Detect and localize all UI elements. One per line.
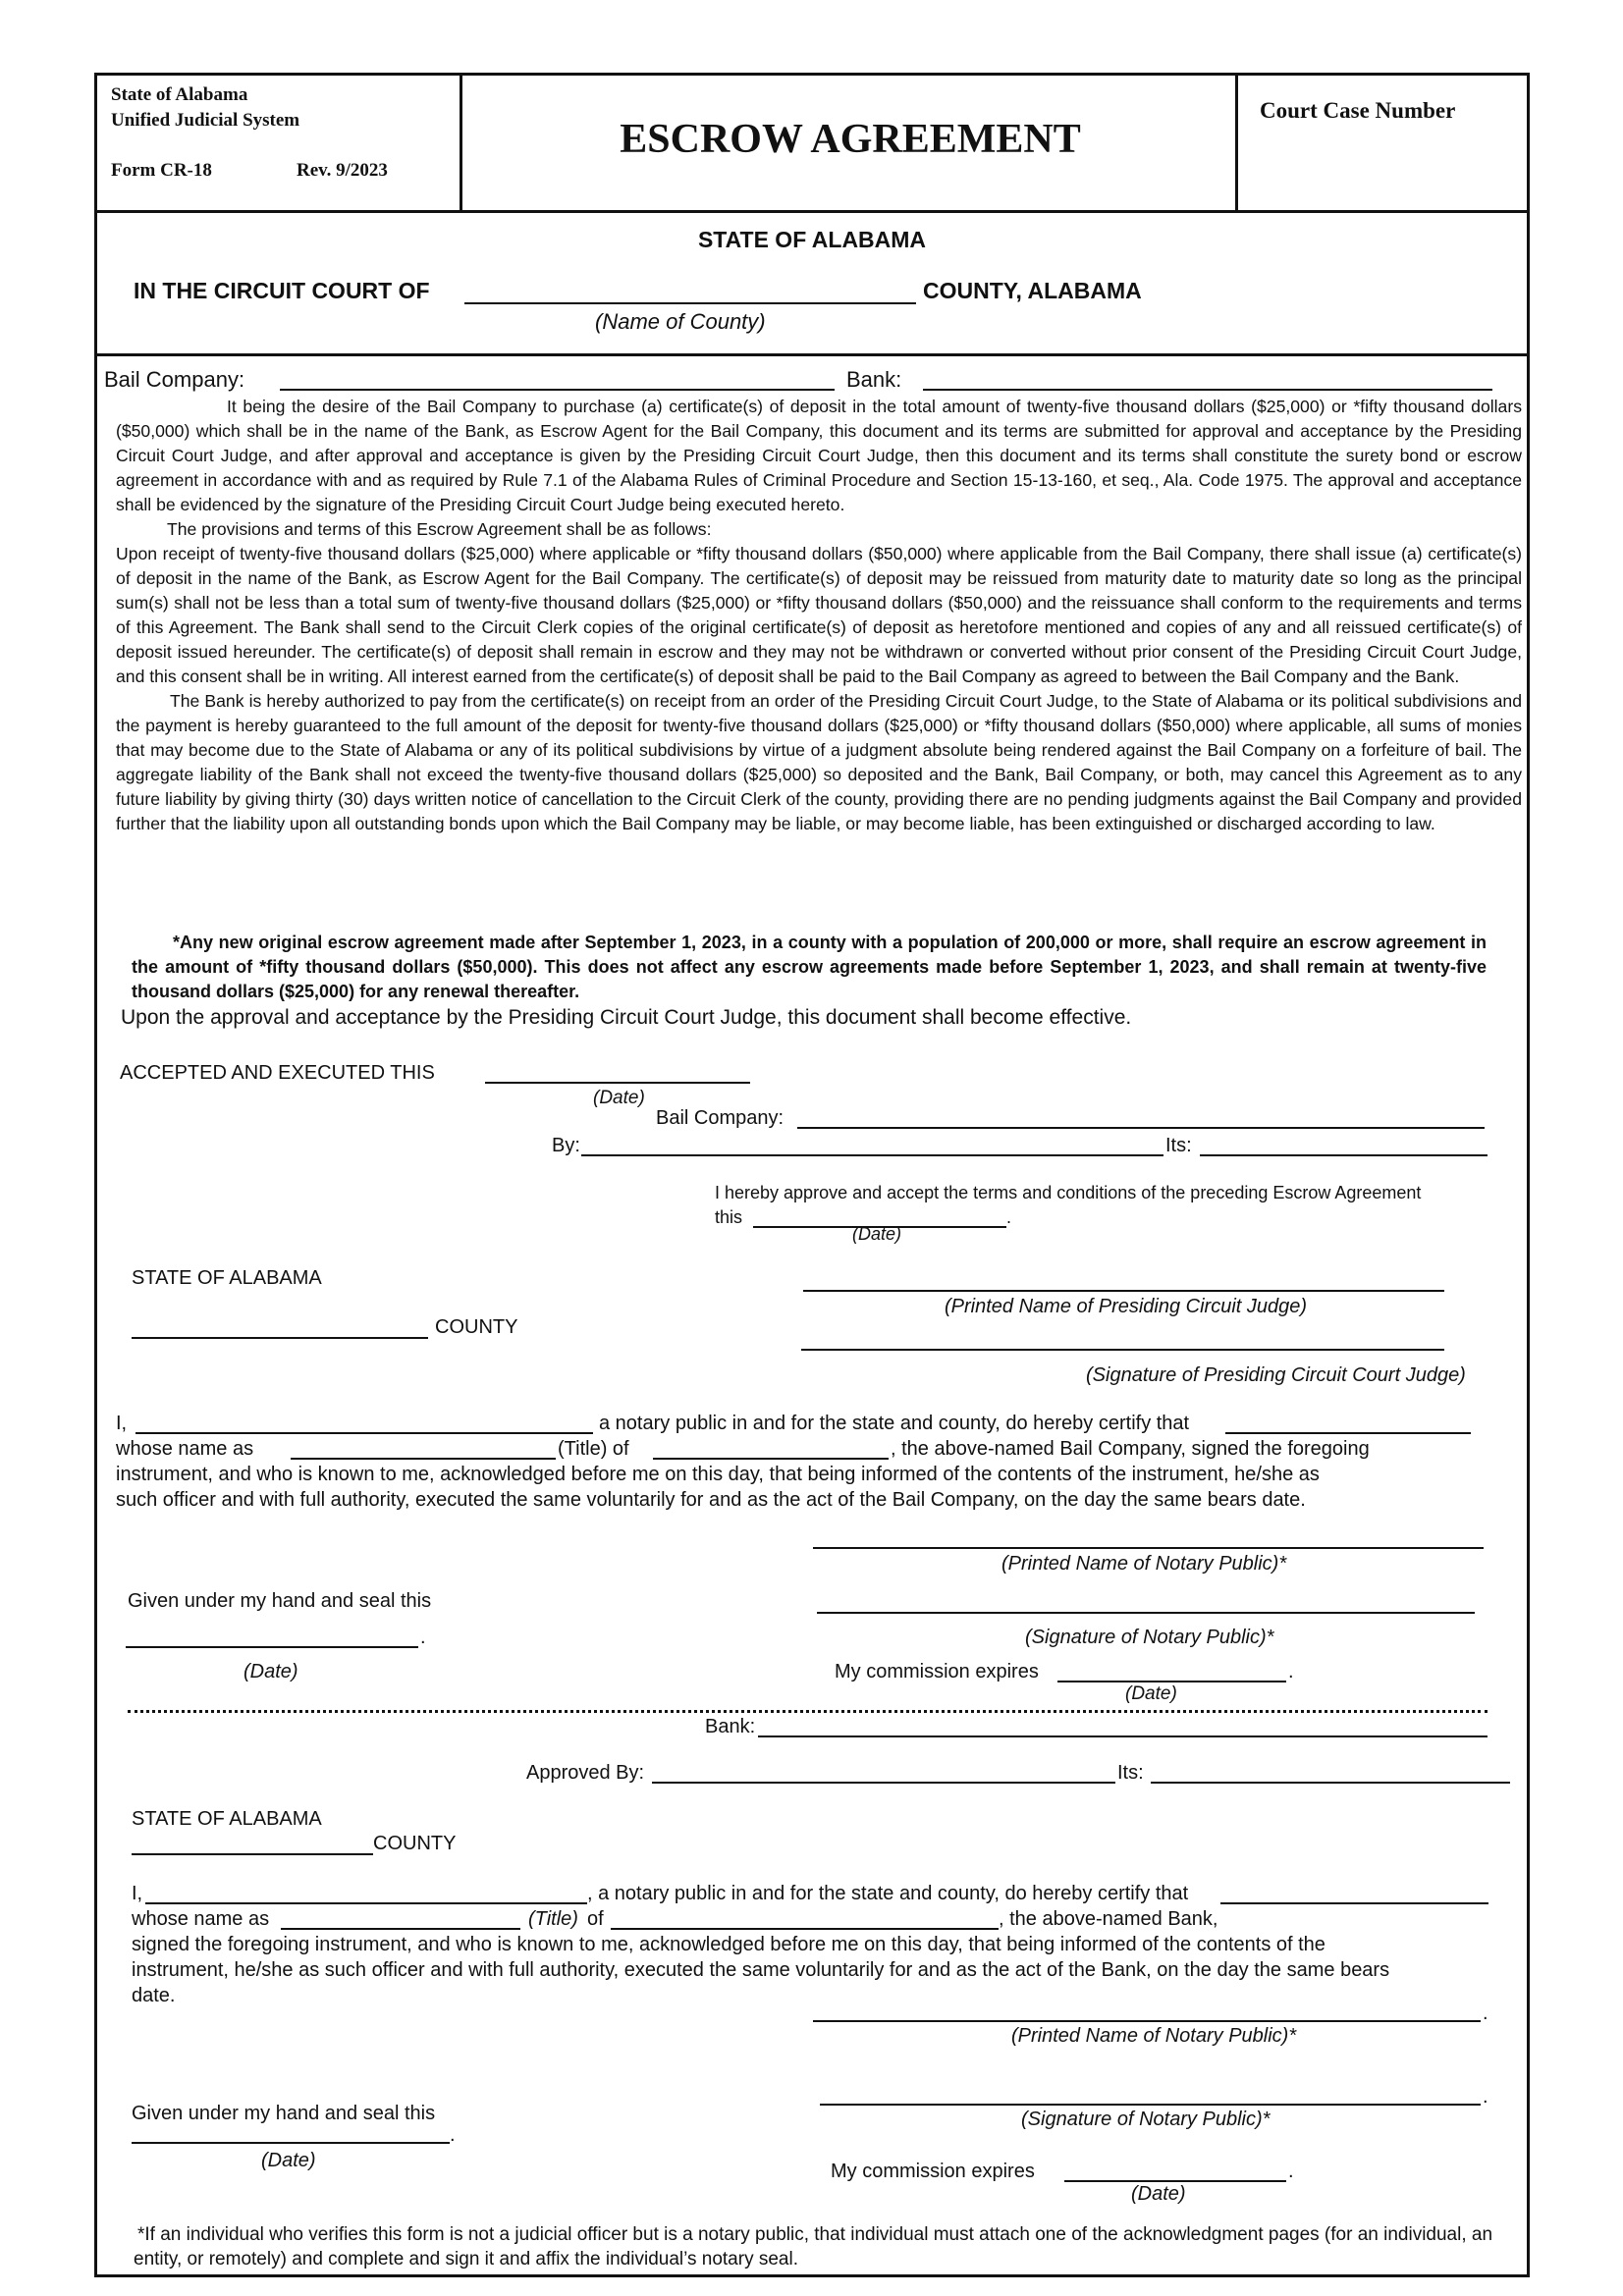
notary2-i-label: I,: [132, 1883, 143, 1904]
case-number-label: Court Case Number: [1260, 98, 1456, 123]
notary2-title-field[interactable]: [281, 1928, 520, 1930]
paragraph-purpose: It being the desire of the Bail Company to purchase (a) certificate(s) of deposit in the total amount of twenty-five thousand dollars ($25,000) or *fifty thousand dollars ($50,000) which shall be in the name of the Bank, as Escrow Agent for the Bail Company, this document and its terms are submitted for approval and acceptance by the Presiding Circuit Court Judge, and after approval and acceptance is given by the Presiding Circuit Court Judge, then this document and its terms shall constitute the surety bond or escrow agreement in accordance with and as required by Rule 7.1 of the Alabama Rules of Criminal Procedure and Section 15-13-160, et seq., Ala. Code 1975. The approval and acceptance shall be evidenced by the signature of the Presiding Circuit Court Judge being executed hereto.: [116, 397, 1522, 514]
notary2-commission-label: My commission expires: [831, 2161, 1035, 2182]
execution-bail-company-label: Bail Company:: [656, 1107, 784, 1129]
county-name-field[interactable]: [464, 302, 916, 304]
notary2-signature-caption: (Signature of Notary Public)*: [1021, 2109, 1271, 2130]
notary2-above-named: , the above-named Bank,: [999, 1908, 1218, 1930]
paragraph-deposit-terms: Upon receipt of twenty-five thousand dollars ($25,000) where applicable or *fifty thousand dollars ($50,000) where applicable from the Bail Company, there shall issue (a) certificate(s) of deposit in the name of the Bank, as Escrow Agent for the Bail Company. The certificate(s) of deposit may be reissued from maturity date to maturity date so long as the principal sum(s) shall not be less than a total sum of twenty-five thousand dollars ($25,000) or *fifty thousand dollars ($50,000) and the reissuance shall conform to the requirements and terms of this Agreement. The Bank shall send to the Circuit Clerk copies of the original certificate(s) of deposit as heretofore mentioned and copies of any and all reissued certificate(s) of deposit issued hereunder. The certificate(s) of deposit shall remain in escrow and they may not be withdrawn or converted without prior consent of the Presiding Circuit Court Judge, and this consent shall be in writing. All interest earned from the certificate(s) of deposit shall be paid to the Bail Company as agreed to between the Bail Company and the Bank.: [116, 544, 1522, 686]
notary2-printed-name-field[interactable]: [813, 2020, 1481, 2022]
notary1-given-date-field[interactable]: [126, 1646, 418, 1648]
bank-county-label: COUNTY: [373, 1833, 457, 1854]
executed-date-field[interactable]: [485, 1082, 750, 1084]
header-state: State of Alabama: [111, 84, 248, 105]
notary1-certify-text: a notary public in and for the state and county, do hereby certify that: [599, 1413, 1190, 1434]
notary2-line4: instrument, he/she as such officer and with full authority, executed the same voluntarily for and as the act of the Bank, on the day the same bears: [132, 1959, 1390, 1981]
judge-this-label: this: [715, 1207, 743, 1227]
notary2-bank-field[interactable]: [611, 1928, 999, 1930]
notice-paragraph: *Any new original escrow agreement made after September 1, 2023, in a county with a population of 200,000 or more, shall require an escrow agreement in the amount of *fifty thousand dollars ($50,000). This does not affect any escrow agreements made before September 1, 2023, and shall remain at twenty-five thousand dollars ($25,000) for any renewal thereafter.: [132, 933, 1487, 1001]
notary1-signature-field[interactable]: [817, 1612, 1475, 1614]
judge-county-label: COUNTY: [435, 1316, 518, 1338]
circuit-court-prefix: IN THE CIRCUIT COURT OF: [134, 278, 430, 303]
header-right-divider: [1235, 73, 1238, 213]
notary2-commission-date-caption: (Date): [1131, 2183, 1186, 2205]
its-label: Its:: [1165, 1135, 1192, 1156]
paragraph-bank-authorization: The Bank is hereby authorized to pay from the certificate(s) on receipt from an order of the Presiding Circuit Court Judge, to the State of Alabama or its political subdivisions and the payment is hereby guaranteed to the full amount of the deposit for twenty-five thousand dollars ($25,000) or *fifty thousand dollars ($50,000) where applicable, all sums of monies that may become due to the State of Alabama or any of its political subdivisions by virtue of a judgment absolute being rendered against the Bail Company on a forfeiture of bail. The aggregate liability of the Bank shall not exceed the twenty-five thousand dollars ($25,000) so deposited and the Bank, Bail Company, or both, may cancel this Agreement as to any future liability by giving thirty (30) days written notice of cancellation to the Circuit Clerk of the county, providing there are no pending judgments against the Bail Company and provided further that the liability upon all outstanding bonds upon which the Bail Company may be liable, or may become liable, has been extinguished or discharged according to law.: [116, 691, 1522, 833]
notary1-i-label: I,: [116, 1413, 128, 1434]
footnote: *If an individual who verifies this form is not a judicial officer but is a notary public, that individual must attach one of the acknowledgment pages (for an individual, an entity, or remotely) and complete and sign it and affix the individual’s notary seal.: [134, 2224, 1493, 2269]
its-field[interactable]: [1200, 1154, 1488, 1156]
paragraph-provisions: The provisions and terms of this Escrow Agreement shall be as follows:: [167, 519, 712, 539]
notary1-name-field[interactable]: [135, 1432, 593, 1434]
notary2-line3: signed the foregoing instrument, and who is known to me, acknowledged before me on this day, that being informed of the contents of the: [132, 1934, 1325, 1955]
court-bottom-rule: [94, 353, 1530, 356]
county-caption: (Name of County): [595, 309, 766, 334]
notary1-printed-name-caption: (Printed Name of Notary Public)*: [1001, 1553, 1287, 1575]
notary1-title-of: (Title) of: [558, 1438, 629, 1460]
notary1-line4: such officer and with full authority, executed the same voluntarily for and as the act of the Bail Company, on the day the same bears date.: [116, 1489, 1306, 1511]
header-system: Unified Judicial System: [111, 110, 300, 131]
circuit-court-suffix: COUNTY, ALABAMA: [923, 278, 1142, 303]
judge-signature-caption: (Signature of Presiding Circuit Court Judge): [1086, 1364, 1466, 1386]
bail-company-label: Bail Company:: [104, 367, 245, 392]
notary2-line5: date.: [132, 1985, 176, 2006]
notary1-commission-date-caption: (Date): [1125, 1683, 1177, 1704]
bank-county-field[interactable]: [132, 1853, 373, 1855]
accepted-executed-label: ACCEPTED AND EXECUTED THIS: [120, 1062, 435, 1084]
notary2-certify-text: , a notary public in and for the state and county, do hereby certify that: [587, 1883, 1189, 1904]
notary1-above-named: , the above-named Bail Company, signed the foregoing: [891, 1438, 1370, 1460]
notary2-of-label: of: [587, 1908, 604, 1930]
effective-statement: Upon the approval and acceptance by the Presiding Circuit Court Judge, this document shall become effective.: [121, 1006, 1132, 1029]
notary1-commission-date-field[interactable]: [1057, 1681, 1286, 1682]
bank-field[interactable]: [923, 389, 1492, 391]
bank-section-bank-field[interactable]: [758, 1735, 1488, 1737]
notary2-given-date-field[interactable]: [132, 2142, 450, 2144]
notary1-company-field[interactable]: [653, 1458, 889, 1460]
agreement-body: [116, 395, 1522, 836]
judge-county-field[interactable]: [132, 1337, 428, 1339]
judge-printed-name-caption: (Printed Name of Presiding Circuit Judge): [945, 1296, 1308, 1317]
judge-state-label: STATE OF ALABAMA: [132, 1267, 322, 1289]
notary1-signature-caption: (Signature of Notary Public)*: [1025, 1627, 1274, 1648]
page-title: ESCROW AGREEMENT: [620, 117, 1081, 162]
notary2-person-field[interactable]: [1220, 1902, 1488, 1904]
notary2-date-caption: (Date): [261, 2150, 316, 2171]
notary1-title-field[interactable]: [291, 1458, 556, 1460]
notary1-printed-name-field[interactable]: [813, 1547, 1484, 1549]
notary1-person-field[interactable]: [1225, 1432, 1471, 1434]
bank-its-label: Its:: [1117, 1762, 1144, 1784]
executed-date-caption: (Date): [593, 1088, 645, 1108]
court-state-heading: STATE OF ALABAMA: [697, 227, 927, 252]
bank-section-bank-label: Bank:: [705, 1716, 756, 1737]
notary1-commission-label: My commission expires: [835, 1661, 1039, 1682]
header-form-number: Form CR-18: [111, 160, 212, 181]
by-field[interactable]: [581, 1154, 1163, 1156]
judge-signature-field[interactable]: [801, 1349, 1444, 1351]
bail-company-field[interactable]: [280, 389, 835, 391]
bank-state-label: STATE OF ALABAMA: [132, 1808, 322, 1830]
judge-approve-text: I hereby approve and accept the terms and conditions of the preceding Escrow Agreement: [715, 1183, 1422, 1202]
approved-by-label: Approved By:: [526, 1762, 645, 1784]
notary2-printed-name-caption: (Printed Name of Notary Public)*: [1011, 2025, 1297, 2047]
notary2-whose-name-as: whose name as: [132, 1908, 270, 1930]
case-number-field[interactable]: [1240, 137, 1525, 208]
notary2-commission-date-field[interactable]: [1064, 2180, 1286, 2182]
section-separator: [128, 1710, 1488, 1713]
notary1-date-caption: (Date): [243, 1661, 298, 1682]
by-label: By:: [552, 1135, 580, 1156]
judge-printed-name-field[interactable]: [803, 1290, 1444, 1292]
judge-date-caption: (Date): [852, 1224, 902, 1244]
notary2-title-label: (Title): [528, 1908, 578, 1930]
header-revision: Rev. 9/2023: [297, 160, 388, 181]
notary1-whose-name-as: whose name as: [116, 1438, 254, 1460]
notary1-given-label: Given under my hand and seal this: [128, 1590, 432, 1612]
notary2-signature-field[interactable]: [820, 2104, 1481, 2106]
bank-its-field[interactable]: [1151, 1782, 1510, 1784]
notary2-name-field[interactable]: [145, 1902, 587, 1904]
header-bottom-rule: [94, 210, 1530, 213]
execution-bail-company-field[interactable]: [797, 1127, 1485, 1129]
notary1-line3: instrument, and who is known to me, acknowledged before me on this day, that being informed of the contents of the instrument, he/she as: [116, 1464, 1320, 1485]
notary2-given-label: Given under my hand and seal this: [132, 2103, 436, 2124]
bank-label: Bank:: [846, 367, 902, 392]
approved-by-field[interactable]: [652, 1782, 1115, 1784]
